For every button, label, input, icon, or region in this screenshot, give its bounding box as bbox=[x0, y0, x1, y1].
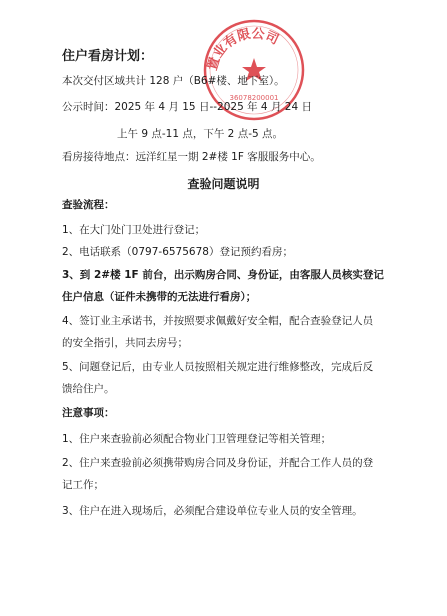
process-step-3-line-1: 3、到 2#楼 1F 前台，出示购房合同、身份证，由客服人员核实登记 bbox=[62, 269, 384, 281]
process-step-3-line-2: 住户信息（证件未携带的无法进行看房）； bbox=[62, 291, 257, 303]
schedule-hours: 上午 9 点-11 点，下午 2 点-5 点。 bbox=[117, 128, 284, 140]
process-step-4-line-2: 的安全指引，共同去房号； bbox=[62, 337, 188, 349]
process-step-5-line-2: 馈给住户。 bbox=[62, 383, 115, 395]
process-step-1: 1、在大门处门卫处进行登记； bbox=[62, 224, 206, 236]
notes-heading: 注意事项： bbox=[62, 407, 115, 419]
svg-text:置业有限公司: 置业有限公司 bbox=[205, 26, 281, 73]
schedule-heading: 住户看房计划： bbox=[62, 49, 154, 64]
process-step-5-line-1: 5、问题登记后，由专业人员按照相关规定进行维修整改，完成后反 bbox=[62, 361, 374, 373]
svg-text:36078200001: 36078200001 bbox=[229, 94, 279, 102]
process-step-2: 2、电话联系（0797-6575678）登记预约看房； bbox=[62, 246, 293, 258]
note-1: 1、住户来查验前必须配合物业门卫管理登记等相关管理； bbox=[62, 433, 332, 445]
schedule-publicity-time: 公示时间：2025 年 4 月 15 日--2025 年 4 月 24 日 bbox=[62, 101, 312, 113]
note-3: 3、住户在进入现场后，必须配合建设单位专业人员的安全管理。 bbox=[62, 505, 363, 517]
schedule-delivery-area: 本次交付区域共计 128 户（B6#楼、地下室）。 bbox=[62, 75, 285, 87]
note-2-line-1: 2、住户来查验前必须携带购房合同及身份证，并配合工作人员的登 bbox=[62, 457, 374, 469]
process-heading: 查验流程： bbox=[62, 199, 115, 211]
process-step-4-line-1: 4、签订业主承诺书，并按照要求佩戴好安全帽，配合查验登记人员 bbox=[62, 315, 374, 327]
schedule-reception-location: 看房接待地点：远洋红星一期 2#楼 1F 客服服务中心。 bbox=[62, 151, 321, 163]
inspection-title: 查验问题说明 bbox=[187, 177, 260, 191]
note-2-line-2: 记工作； bbox=[62, 479, 104, 491]
